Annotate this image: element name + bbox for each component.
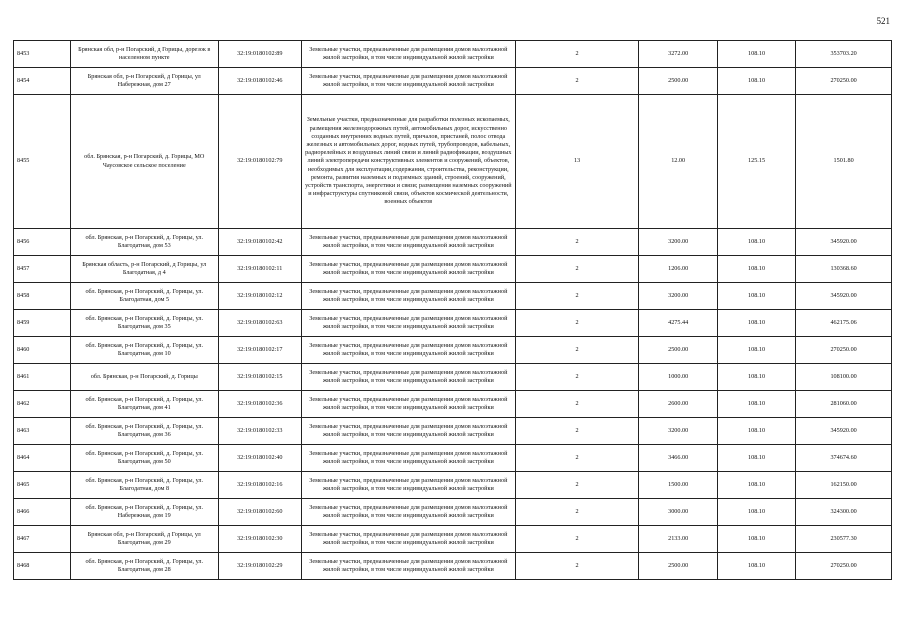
specific-value-cell: 108.10	[717, 445, 795, 472]
cadastral-number-cell: 32:19:0180102:60	[218, 499, 301, 526]
permitted-use-cell: Земельные участки, предназначенные для размещения домов малоэтажной жилой застройки, в том числе индивидуальной жилой застройки	[301, 526, 515, 553]
permitted-use-cell: Земельные участки, предназначенные для размещения домов малоэтажной жилой застройки, в том числе индивидуальной жилой застройки	[301, 337, 515, 364]
cadastral-value-cell: 1501.80	[796, 95, 892, 229]
category-code-cell: 2	[515, 553, 639, 580]
table-row	[14, 95, 892, 229]
table-row	[14, 445, 892, 472]
address-cell: обл. Брянская, р-н Погарский, д. Горицы, ул. Благодатная, дом 10	[70, 337, 218, 364]
cadastral-value-cell: 270250.00	[796, 337, 892, 364]
category-code-cell: 2	[515, 526, 639, 553]
specific-value-cell: 108.10	[717, 68, 795, 95]
category-code-cell: 2	[515, 256, 639, 283]
category-code-cell: 2	[515, 391, 639, 418]
table-row	[14, 418, 892, 445]
row-number: 8458	[14, 283, 71, 310]
specific-value-cell: 108.10	[717, 553, 795, 580]
cadastral-value-cell: 462175.06	[796, 310, 892, 337]
area-cell: 3200.00	[639, 418, 717, 445]
row-number: 8455	[14, 95, 71, 229]
cadastral-value-cell: 345920.00	[796, 283, 892, 310]
cadastral-value-cell: 230577.30	[796, 526, 892, 553]
row-number: 8468	[14, 553, 71, 580]
cadastral-value-cell: 130368.60	[796, 256, 892, 283]
area-cell: 3000.00	[639, 499, 717, 526]
permitted-use-cell: Земельные участки, предназначенные для разработки полезных ископаемых, размещения железнодорожных путей, автомобильных дорог, искусственно созданных внутренних водных путей, причалов, пристаней, полос отвода железных и автомобильных дорог, водных путей, трубопроводов, кабельных, радиорелейных и воздушных линий связи и линий радиофикации, воздушных линий электропередачи конструктивных элементов и сооружений, объектов, необходимых для эксплуатации,содержания, строительства, реконструкции, ремонта, развития наземных и подземных зданий, строений, сооружений, устройств транспорта, энергетики и связи; размещения наземных сооружений и инфраструктуры спутниковой связи, объектов космической деятельности, военных объектов	[301, 95, 515, 229]
permitted-use-cell: Земельные участки, предназначенные для размещения домов малоэтажной жилой застройки, в том числе индивидуальной жилой застройки	[301, 418, 515, 445]
specific-value-cell: 125.15	[717, 95, 795, 229]
address-cell: обл. Брянская, р-н Погарский, д. Горицы, ул. Благодатная, дом 28	[70, 553, 218, 580]
permitted-use-cell: Земельные участки, предназначенные для размещения домов малоэтажной жилой застройки, в том числе индивидуальной жилой застройки	[301, 229, 515, 256]
cadastral-value-cell: 270250.00	[796, 68, 892, 95]
row-number: 8466	[14, 499, 71, 526]
table-body	[14, 41, 892, 580]
area-cell: 2133.00	[639, 526, 717, 553]
permitted-use-cell: Земельные участки, предназначенные для размещения домов малоэтажной жилой застройки, в том числе индивидуальной жилой застройки	[301, 256, 515, 283]
row-number: 8465	[14, 472, 71, 499]
row-number: 8460	[14, 337, 71, 364]
address-cell: Брянская обл, р-н Погарский, д Горицы, дорезок в населенном пункте	[70, 41, 218, 68]
area-cell: 3466.00	[639, 445, 717, 472]
permitted-use-cell: Земельные участки, предназначенные для размещения домов малоэтажной жилой застройки, в том числе индивидуальной жилой застройки	[301, 499, 515, 526]
category-code-cell: 2	[515, 418, 639, 445]
category-code-cell: 2	[515, 337, 639, 364]
category-code-cell: 2	[515, 499, 639, 526]
area-cell: 1500.00	[639, 472, 717, 499]
specific-value-cell: 108.10	[717, 310, 795, 337]
address-cell: Брянская обл, р-н Погарский, д Горицы, ул Благодатная, дом 29	[70, 526, 218, 553]
permitted-use-cell: Земельные участки, предназначенные для размещения домов малоэтажной жилой застройки, в том числе индивидуальной жилой застройки	[301, 68, 515, 95]
permitted-use-cell: Земельные участки, предназначенные для размещения домов малоэтажной жилой застройки, в том числе индивидуальной жилой застройки	[301, 41, 515, 68]
area-cell: 2500.00	[639, 337, 717, 364]
cadastral-number-cell: 32:19:0180102:29	[218, 553, 301, 580]
specific-value-cell: 108.10	[717, 256, 795, 283]
land-registry-table	[13, 40, 892, 580]
permitted-use-cell: Земельные участки, предназначенные для размещения домов малоэтажной жилой застройки, в том числе индивидуальной жилой застройки	[301, 391, 515, 418]
cadastral-value-cell: 353703.20	[796, 41, 892, 68]
cadastral-value-cell: 270250.00	[796, 553, 892, 580]
cadastral-value-cell: 345920.00	[796, 229, 892, 256]
cadastral-value-cell: 281060.00	[796, 391, 892, 418]
category-code-cell: 2	[515, 310, 639, 337]
specific-value-cell: 108.10	[717, 283, 795, 310]
specific-value-cell: 108.10	[717, 418, 795, 445]
table-row	[14, 553, 892, 580]
address-cell: обл. Брянская, р-н Погарский, д. Горицы, ул. Благодатная, дом 41	[70, 391, 218, 418]
cadastral-number-cell: 32:19:0180102:33	[218, 418, 301, 445]
cadastral-value-cell: 374674.60	[796, 445, 892, 472]
permitted-use-cell: Земельные участки, предназначенные для размещения домов малоэтажной жилой застройки, в том числе индивидуальной жилой застройки	[301, 283, 515, 310]
cadastral-number-cell: 32:19:0180102:89	[218, 41, 301, 68]
permitted-use-cell: Земельные участки, предназначенные для размещения домов малоэтажной жилой застройки, в том числе индивидуальной жилой застройки	[301, 553, 515, 580]
row-number: 8462	[14, 391, 71, 418]
address-cell: обл. Брянская, р-н Погарский, д. Горицы	[70, 364, 218, 391]
cadastral-value-cell: 108100.00	[796, 364, 892, 391]
cadastral-number-cell: 32:19:0180102:11	[218, 256, 301, 283]
area-cell: 1206.00	[639, 256, 717, 283]
address-cell: обл. Брянская, р-н Погарский, д. Горицы, ул. Набережная, дом 19	[70, 499, 218, 526]
cadastral-number-cell: 32:19:0180102:16	[218, 472, 301, 499]
specific-value-cell: 108.10	[717, 41, 795, 68]
permitted-use-cell: Земельные участки, предназначенные для размещения домов малоэтажной жилой застройки, в том числе индивидуальной жилой застройки	[301, 364, 515, 391]
table-row	[14, 283, 892, 310]
page-number: 521	[876, 16, 890, 26]
table-row	[14, 391, 892, 418]
cadastral-number-cell: 32:19:0180102:15	[218, 364, 301, 391]
specific-value-cell: 108.10	[717, 391, 795, 418]
category-code-cell: 2	[515, 364, 639, 391]
table-row	[14, 41, 892, 68]
area-cell: 2500.00	[639, 68, 717, 95]
cadastral-number-cell: 32:19:0180102:46	[218, 68, 301, 95]
cadastral-number-cell: 32:19:0180102:12	[218, 283, 301, 310]
cadastral-number-cell: 32:19:0180102:30	[218, 526, 301, 553]
cadastral-value-cell: 162150.00	[796, 472, 892, 499]
address-cell: обл. Брянская, р-н Погарский, д. Горицы, ул. Благодатная, дом 50	[70, 445, 218, 472]
permitted-use-cell: Земельные участки, предназначенные для размещения домов малоэтажной жилой застройки, в том числе индивидуальной жилой застройки	[301, 445, 515, 472]
area-cell: 3200.00	[639, 283, 717, 310]
specific-value-cell: 108.10	[717, 337, 795, 364]
address-cell: Брянская область, р-н Погарский, д Горицы, ул Благодатная, д 4	[70, 256, 218, 283]
cadastral-number-cell: 32:19:0180102:63	[218, 310, 301, 337]
area-cell: 3272.00	[639, 41, 717, 68]
cadastral-number-cell: 32:19:0180102:79	[218, 95, 301, 229]
address-cell: обл. Брянская, р-н Погарский, д. Горицы, МО Чаусовское сельское поселение	[70, 95, 218, 229]
cadastral-number-cell: 32:19:0180102:17	[218, 337, 301, 364]
row-number: 8459	[14, 310, 71, 337]
table-row	[14, 256, 892, 283]
cadastral-number-cell: 32:19:0180102:42	[218, 229, 301, 256]
category-code-cell: 2	[515, 445, 639, 472]
area-cell: 4275.44	[639, 310, 717, 337]
address-cell: обл. Брянская, р-н Погарский, д. Горицы, ул. Благодатная, дом 35	[70, 310, 218, 337]
category-code-cell: 2	[515, 229, 639, 256]
address-cell: обл. Брянская, р-н Погарский, д. Горицы, ул. Благодатная, дом 53	[70, 229, 218, 256]
table-row	[14, 337, 892, 364]
table-row	[14, 526, 892, 553]
row-number: 8461	[14, 364, 71, 391]
area-cell: 3200.00	[639, 229, 717, 256]
row-number: 8467	[14, 526, 71, 553]
specific-value-cell: 108.10	[717, 472, 795, 499]
specific-value-cell: 108.10	[717, 364, 795, 391]
table-row	[14, 310, 892, 337]
category-code-cell: 2	[515, 283, 639, 310]
area-cell: 2500.00	[639, 553, 717, 580]
area-cell: 12.00	[639, 95, 717, 229]
table-row	[14, 229, 892, 256]
specific-value-cell: 108.10	[717, 526, 795, 553]
table-row	[14, 364, 892, 391]
row-number: 8453	[14, 41, 71, 68]
permitted-use-cell: Земельные участки, предназначенные для размещения домов малоэтажной жилой застройки, в том числе индивидуальной жилой застройки	[301, 472, 515, 499]
category-code-cell: 2	[515, 68, 639, 95]
address-cell: обл. Брянская, р-н Погарский, д. Горицы, ул. Благодатная, дом 8	[70, 472, 218, 499]
category-code-cell: 2	[515, 472, 639, 499]
cadastral-value-cell: 324300.00	[796, 499, 892, 526]
area-cell: 1000.00	[639, 364, 717, 391]
row-number: 8463	[14, 418, 71, 445]
row-number: 8457	[14, 256, 71, 283]
row-number: 8456	[14, 229, 71, 256]
table-row	[14, 472, 892, 499]
address-cell: обл. Брянская, р-н Погарский, д. Горицы, ул. Благодатная, дом 5	[70, 283, 218, 310]
table-row	[14, 68, 892, 95]
cadastral-number-cell: 32:19:0180102:36	[218, 391, 301, 418]
address-cell: Брянская обл, р-н Погарский, д Горицы, ул Набережная, дом 27	[70, 68, 218, 95]
cadastral-value-cell: 345920.00	[796, 418, 892, 445]
specific-value-cell: 108.10	[717, 499, 795, 526]
category-code-cell: 13	[515, 95, 639, 229]
permitted-use-cell: Земельные участки, предназначенные для размещения домов малоэтажной жилой застройки, в том числе индивидуальной жилой застройки	[301, 310, 515, 337]
address-cell: обл. Брянская, р-н Погарский, д. Горицы, ул. Благодатная, дом 36	[70, 418, 218, 445]
area-cell: 2600.00	[639, 391, 717, 418]
specific-value-cell: 108.10	[717, 229, 795, 256]
category-code-cell: 2	[515, 41, 639, 68]
row-number: 8464	[14, 445, 71, 472]
cadastral-number-cell: 32:19:0180102:40	[218, 445, 301, 472]
table-row	[14, 499, 892, 526]
row-number: 8454	[14, 68, 71, 95]
